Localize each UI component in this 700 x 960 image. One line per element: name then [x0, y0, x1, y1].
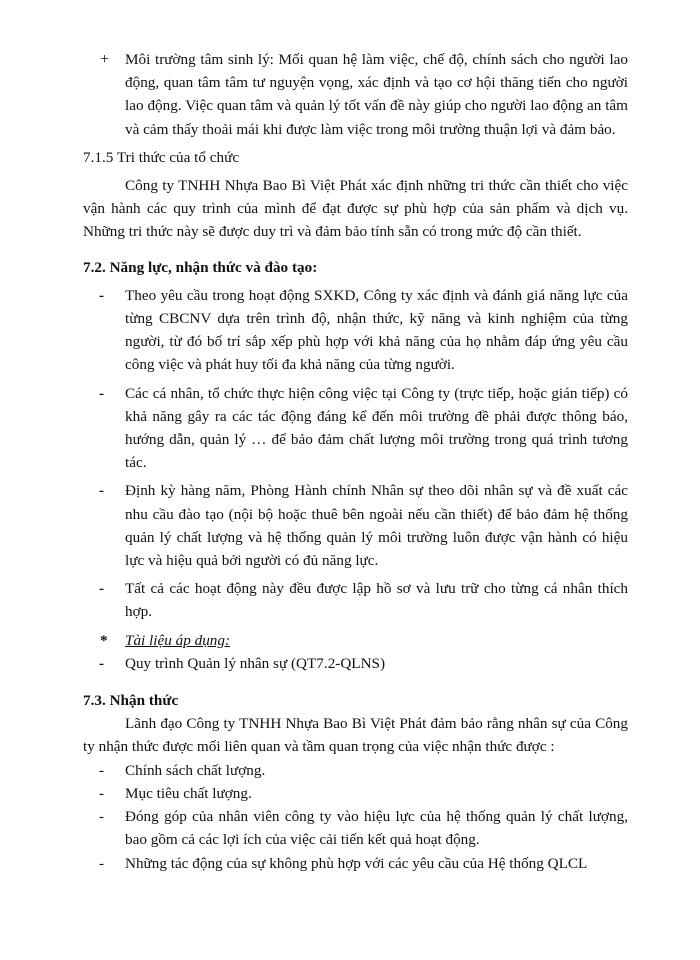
- asterisk-bullet-icon: *: [100, 631, 108, 649]
- dash-bullet-icon: -: [99, 654, 105, 672]
- list-item: [83, 382, 628, 475]
- list-item: [83, 284, 628, 377]
- list-item: [83, 852, 628, 875]
- list-item-text: Mục tiêu chất lượng.: [125, 784, 252, 802]
- section-paragraph-7-1-5: Công ty TNHH Nhựa Bao Bì Việt Phát xác định những tri thức cần thiết cho việc vận hành các quy trình của mình để đạt được sự phù hợp của sản phẩm và dịch vụ. Những tri thức này sẽ được duy trì và đảm bảo tính sẵn có trong mức độ cần thiết.: [83, 177, 628, 241]
- dash-bullet-icon: -: [99, 808, 105, 826]
- list-item-psychological-environment: [83, 48, 628, 141]
- list-item: [83, 479, 628, 572]
- section-heading-7-1-5: 7.1.5 Tri thức của tổ chức: [83, 148, 240, 166]
- list-item-text: Những tác động của sự không phù hợp với các yêu cầu của Hệ thống QLCL: [125, 854, 588, 872]
- dash-bullet-icon: -: [99, 761, 105, 779]
- list-item: [83, 805, 628, 851]
- applicable-documents-text: Tài liệu áp dụng:: [125, 631, 231, 649]
- list-item-text: Định kỳ hàng năm, Phòng Hành chính Nhân sự theo dõi nhân sự và đề xuất các nhu cầu đào tạo (nội bộ hoặc thuê bên ngoài nếu cần thiết) để bảo đảm hệ thống quản lý chất lượng và hệ thống quản lý môi trường luôn được vận hành có hiệu lực và hiệu quả bởi người có đủ năng lực.: [125, 482, 628, 570]
- list-item: [83, 782, 628, 805]
- dash-bullet-icon: -: [99, 384, 105, 402]
- list-item-text: Các cá nhân, tổ chức thực hiện công việc tại Công ty (trực tiếp, hoặc gián tiếp) có khả năng gây ra các tác động đáng kể đến môi trường đề phải được thông báo, hướng dẫn, quản lý … để bảo đảm chất lượng môi trường trong quá trình tương tác.: [125, 384, 628, 472]
- applicable-documents-label: [83, 629, 628, 652]
- dash-bullet-icon: -: [99, 580, 105, 598]
- list-item-text: Đóng góp của nhân viên công ty vào hiệu lực của hệ thống quản lý chất lượng, bao gồm cả các lợi ích của việc cải tiến kết quả hoạt động.: [125, 808, 628, 849]
- page-content: [83, 48, 628, 875]
- list-item-text: Tất cả các hoạt động này đều được lập hồ sơ và lưu trữ cho từng cá nhân thích hợp.: [125, 580, 628, 621]
- list-item-text: Môi trường tâm sinh lý: Mối quan hệ làm việc, chế độ, chính sách cho người lao động, quan tâm tâm tư nguyện vọng, xác định và tạo cơ hội thăng tiến cho người lao động. Việc quan tâm và quản lý tốt vấn đề này giúp cho người lao động an tâm và cảm thấy thoải mái khi được làm việc trong môi trường thuận lợi và đảm bảo.: [125, 51, 628, 138]
- dash-bullet-icon: -: [99, 784, 105, 802]
- section-heading-7-3: 7.3. Nhận thức: [83, 692, 179, 710]
- list-item: [83, 577, 628, 623]
- list-item-text: Theo yêu cầu trong hoạt động SXKD, Công ty xác định và đánh giá năng lực của từng CBCNV dựa trên trình độ, nhận thức, kỹ năng và kinh nghiệm của từng người, từ đó bố trí sắp xếp phù hợp với khả năng của họ nhằm đáp ứng yêu cầu công việc và phát huy tối đa khả năng của từng người.: [125, 286, 628, 374]
- applicable-document-item: [83, 652, 628, 675]
- list-item: [83, 759, 628, 782]
- dash-bullet-icon: -: [99, 854, 105, 872]
- list-item-text: Chính sách chất lượng.: [125, 761, 266, 779]
- list-item-text: Quy trình Quản lý nhân sự (QT7.2-QLNS): [125, 654, 386, 672]
- section-paragraph-7-3: Lãnh đạo Công ty TNHH Nhựa Bao Bì Việt Phát đảm bảo rằng nhân sự của Công ty nhận thức được mối liên quan và tầm quan trọng của việc nhận thức được :: [83, 715, 628, 756]
- section-heading-7-2: 7.2. Năng lực, nhận thức và đào tạo:: [83, 258, 318, 276]
- dash-bullet-icon: -: [99, 286, 105, 304]
- plus-bullet-icon: +: [100, 51, 110, 68]
- dash-bullet-icon: -: [99, 482, 105, 500]
